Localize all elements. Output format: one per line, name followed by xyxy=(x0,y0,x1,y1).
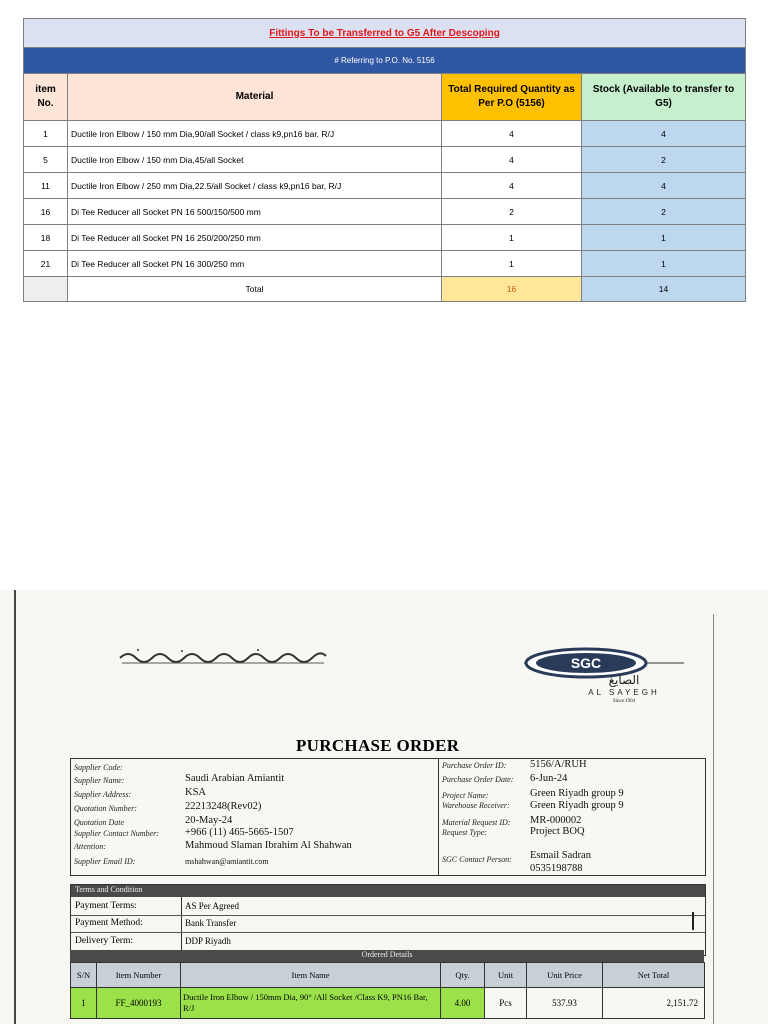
col-net-total: Net Total xyxy=(603,963,705,988)
delivery-term-label: Delivery Term: xyxy=(75,936,133,946)
row-qty: 4 xyxy=(442,147,582,173)
col-item-number: Item Number xyxy=(97,963,181,988)
supplier-name: Saudi Arabian Amiantit xyxy=(185,773,285,784)
supplier-label: Quotation Number: xyxy=(74,804,137,813)
col-unit-price: Unit Price xyxy=(527,963,603,988)
row-qty: 4 xyxy=(442,121,582,147)
row-qty: 4 xyxy=(442,173,582,199)
row-material: Ductile Iron Elbow / 250 mm Dia,22.5/all Socket / class k9,pn16 bar, R/J xyxy=(68,173,442,199)
row-item-number: FF_4000193 xyxy=(97,988,181,1019)
project-name: Green Riyadh group 9 xyxy=(530,788,624,799)
terms-heading: Terms and Condition xyxy=(71,885,705,897)
quotation-number: 22213248(Rev02) xyxy=(185,801,262,812)
fittings-transfer-table xyxy=(23,18,746,302)
table-row xyxy=(24,225,746,251)
row-material: Ductile Iron Elbow / 150 mm Dia,45/all Socket xyxy=(68,147,442,173)
row-unit-price: 537.93 xyxy=(527,988,603,1019)
row-material: Ductile Iron Elbow / 150 mm Dia,90/all Socket / class k9,pn16 bar, R/J xyxy=(68,121,442,147)
supplier-contact-number: +966 (11) 465-5665-1507 xyxy=(185,827,294,838)
payment-method-value: Bank Transfer xyxy=(185,918,237,928)
row-stock: 1 xyxy=(582,225,746,251)
logo-brand-arabic: الصايغ xyxy=(608,673,640,687)
payment-terms-label: Payment Terms: xyxy=(75,901,137,911)
ordered-details-heading: Ordered Details xyxy=(70,950,704,962)
row-qty: 1 xyxy=(442,225,582,251)
row-sn: 1 xyxy=(71,988,97,1019)
company-arabic-name-logo xyxy=(118,646,328,668)
supplier-label: Supplier Code: xyxy=(74,763,123,772)
order-label: Project Name: xyxy=(442,791,489,800)
delivery-term-value: DDP Riyadh xyxy=(185,936,231,946)
order-label: Warehouse Receiver: xyxy=(442,801,510,810)
total-qty: 16 xyxy=(442,277,582,302)
material-request-id: MR-000002 xyxy=(530,815,582,826)
order-label: SGC Contact Person: xyxy=(442,855,512,864)
purchase-order-scan xyxy=(0,590,768,1024)
sheet-title: Fittings To be Transferred to G5 After Descoping xyxy=(269,27,500,39)
table-row xyxy=(24,121,746,147)
supplier-label: Supplier Name: xyxy=(74,776,125,785)
logo-since: Since 1904 xyxy=(612,699,636,704)
table-row xyxy=(24,251,746,277)
contact-person: Esmail Sadran xyxy=(530,850,591,861)
row-item-no: 11 xyxy=(24,173,68,199)
payment-terms-value: AS Per Agreed xyxy=(185,901,239,911)
row-item-no: 18 xyxy=(24,225,68,251)
header-total-qty: Total Required Quantity as Per P.O (5156) xyxy=(442,74,582,121)
payment-method-label: Payment Method: xyxy=(75,918,143,928)
terms-box xyxy=(70,884,706,956)
row-stock: 2 xyxy=(582,199,746,225)
row-unit: Pcs xyxy=(485,988,527,1019)
table-row xyxy=(71,988,705,1019)
col-item-name: Item Name xyxy=(181,963,441,988)
logo-brand: AL SAYEGH xyxy=(588,688,660,697)
row-net-total: 2,151.72 xyxy=(603,988,705,1019)
ordered-details-table xyxy=(70,962,705,1019)
attention-name: Mahmoud Slaman Ibrahim Al Shahwan xyxy=(185,840,352,851)
row-material: Di Tee Reducer all Socket PN 16 250/200/250 mm xyxy=(68,225,442,251)
ordered-header-row xyxy=(71,963,705,988)
row-item-no: 5 xyxy=(24,147,68,173)
row-stock: 4 xyxy=(582,173,746,199)
total-row xyxy=(24,277,746,302)
col-qty: Qty. xyxy=(441,963,485,988)
supplier-address: KSA xyxy=(185,787,207,798)
purchase-order-title: PURCHASE ORDER xyxy=(296,736,460,755)
row-qty: 4.00 xyxy=(441,988,485,1019)
terms-column-divider xyxy=(181,897,182,955)
row-item-no: 1 xyxy=(24,121,68,147)
supplier-label: Quotation Date xyxy=(74,818,124,827)
sgc-logo xyxy=(524,646,684,704)
order-label: Request Type: xyxy=(442,828,487,837)
supplier-email: mshahwan@amiantit.com xyxy=(185,857,269,866)
logo-mark: SGC xyxy=(570,655,602,671)
supplier-label: Supplier Contact Number: xyxy=(74,829,159,838)
warehouse-receiver: Green Riyadh group 9 xyxy=(530,800,624,811)
row-item-no: 21 xyxy=(24,251,68,277)
row-item-no: 16 xyxy=(24,199,68,225)
table-row xyxy=(24,199,746,225)
contact-phone: 0535198788 xyxy=(530,863,583,874)
po-id: 5156/A/RUH xyxy=(530,759,587,770)
header-material: Material xyxy=(68,74,442,121)
row-qty: 2 xyxy=(442,199,582,225)
row-item-name: Ductile Iron Elbow / 150mm Dia, 90° /All Socket /Class K9, PN16 Bar, R/J xyxy=(181,988,441,1019)
row-material: Di Tee Reducer all Socket PN 16 500/150/500 mm xyxy=(68,199,442,225)
order-info-box xyxy=(70,758,706,876)
header-stock: Stock (Available to transfer to G5) xyxy=(582,74,746,121)
header-item-no: item No. xyxy=(24,74,68,121)
col-sn: S/N xyxy=(71,963,97,988)
total-stock: 14 xyxy=(582,277,746,302)
total-blank-cell xyxy=(24,277,68,302)
supplier-label: Attention: xyxy=(74,842,106,851)
row-stock: 2 xyxy=(582,147,746,173)
total-label: Total xyxy=(68,277,442,302)
scan-edge-left xyxy=(14,590,16,1024)
terms-row-divider xyxy=(71,915,705,916)
row-stock: 1 xyxy=(582,251,746,277)
row-stock: 4 xyxy=(582,121,746,147)
quotation-date: 20-May-24 xyxy=(185,815,233,826)
supplier-label: Supplier Email ID: xyxy=(74,857,136,866)
row-material: Di Tee Reducer all Socket PN 16 300/250 mm xyxy=(68,251,442,277)
supplier-label: Supplier Address: xyxy=(74,790,132,799)
order-label: Purchase Order ID: xyxy=(442,761,507,770)
order-label: Material Request ID: xyxy=(442,818,511,827)
po-reference: # Referring to P.O. No. 5156 xyxy=(24,48,746,74)
order-label: Purchase Order Date: xyxy=(442,775,514,784)
table-row xyxy=(24,173,746,199)
request-type: Project BOQ xyxy=(530,826,585,837)
col-unit: Unit xyxy=(485,963,527,988)
text-cursor-mark xyxy=(692,912,694,930)
info-divider xyxy=(438,759,439,875)
table-row xyxy=(24,147,746,173)
row-qty: 1 xyxy=(442,251,582,277)
scan-edge-right xyxy=(713,614,714,1024)
terms-row-divider xyxy=(71,932,705,933)
sheet-title-cell xyxy=(24,19,746,48)
po-date: 6-Jun-24 xyxy=(530,773,568,784)
